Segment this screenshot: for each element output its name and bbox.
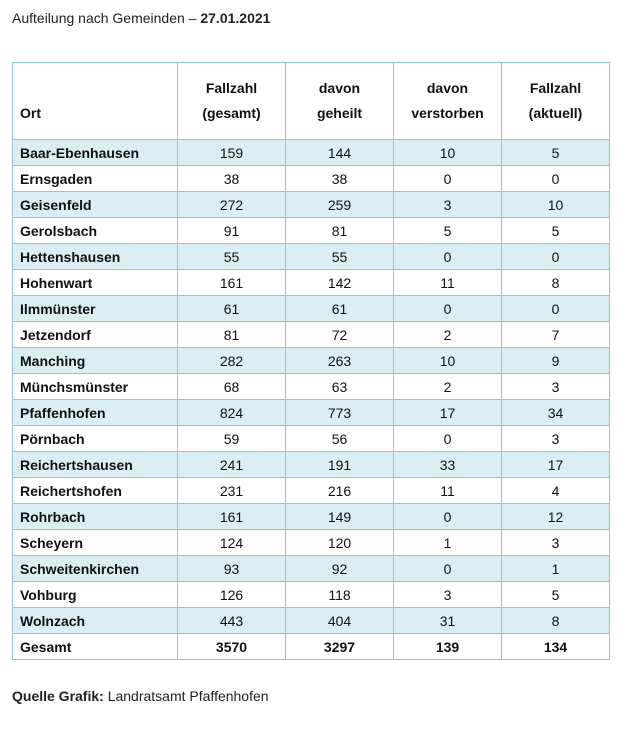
ort-cell: Wolnzach bbox=[13, 608, 178, 634]
ort-cell: Gerolsbach bbox=[13, 218, 178, 244]
verstorben-cell: 31 bbox=[394, 608, 502, 634]
verstorben-cell: 0 bbox=[394, 244, 502, 270]
geheilt-cell: 118 bbox=[286, 582, 394, 608]
geheilt-cell: 259 bbox=[286, 192, 394, 218]
header-fallzahl-gesamt-line2: (gesamt) bbox=[202, 105, 261, 121]
table-header-row bbox=[13, 63, 610, 140]
geheilt-cell: 191 bbox=[286, 452, 394, 478]
table-row bbox=[13, 166, 610, 192]
ort-cell: Manching bbox=[13, 348, 178, 374]
ort-cell: Hohenwart bbox=[13, 270, 178, 296]
total-geheilt-cell: 3297 bbox=[286, 634, 394, 660]
table-row bbox=[13, 322, 610, 348]
verstorben-cell: 17 bbox=[394, 400, 502, 426]
verstorben-cell: 5 bbox=[394, 218, 502, 244]
header-geheilt-line2: geheilt bbox=[316, 105, 363, 121]
ort-cell: Hettenshausen bbox=[13, 244, 178, 270]
geheilt-cell: 404 bbox=[286, 608, 394, 634]
header-ort: Ort bbox=[13, 63, 178, 140]
header-verstorben bbox=[394, 63, 502, 140]
ort-cell: Jetzendorf bbox=[13, 322, 178, 348]
table-row bbox=[13, 530, 610, 556]
table-total-row bbox=[13, 634, 610, 660]
ort-cell: Geisenfeld bbox=[13, 192, 178, 218]
aktuell-cell: 8 bbox=[502, 270, 610, 296]
table-row bbox=[13, 140, 610, 166]
ort-cell: Scheyern bbox=[13, 530, 178, 556]
gesamt-cell: 59 bbox=[178, 426, 286, 452]
total-verstorben-cell: 139 bbox=[394, 634, 502, 660]
gesamt-cell: 68 bbox=[178, 374, 286, 400]
gesamt-cell: 126 bbox=[178, 582, 286, 608]
table-row bbox=[13, 400, 610, 426]
aktuell-cell: 5 bbox=[502, 218, 610, 244]
ort-cell: Rohrbach bbox=[13, 504, 178, 530]
header-geheilt bbox=[286, 63, 394, 140]
ort-cell: Ilmmünster bbox=[13, 296, 178, 322]
aktuell-cell: 12 bbox=[502, 504, 610, 530]
aktuell-cell: 4 bbox=[502, 478, 610, 504]
aktuell-cell: 17 bbox=[502, 452, 610, 478]
gesamt-cell: 159 bbox=[178, 140, 286, 166]
header-fallzahl-gesamt bbox=[178, 63, 286, 140]
header-verstorben-line2: verstorben bbox=[411, 105, 484, 121]
table-row bbox=[13, 452, 610, 478]
gesamt-cell: 161 bbox=[178, 504, 286, 530]
geheilt-cell: 72 bbox=[286, 322, 394, 348]
geheilt-cell: 61 bbox=[286, 296, 394, 322]
verstorben-cell: 33 bbox=[394, 452, 502, 478]
cases-table bbox=[12, 62, 610, 660]
verstorben-cell: 11 bbox=[394, 478, 502, 504]
table-row bbox=[13, 218, 610, 244]
table-row bbox=[13, 426, 610, 452]
aktuell-cell: 10 bbox=[502, 192, 610, 218]
verstorben-cell: 2 bbox=[394, 322, 502, 348]
aktuell-cell: 5 bbox=[502, 140, 610, 166]
ort-cell: Pörnbach bbox=[13, 426, 178, 452]
aktuell-cell: 34 bbox=[502, 400, 610, 426]
gesamt-cell: 81 bbox=[178, 322, 286, 348]
ort-cell: Reichertshausen bbox=[13, 452, 178, 478]
table-row bbox=[13, 608, 610, 634]
total-ort-cell: Gesamt bbox=[13, 634, 178, 660]
table-body bbox=[13, 140, 610, 634]
geheilt-cell: 38 bbox=[286, 166, 394, 192]
table-row bbox=[13, 192, 610, 218]
gesamt-cell: 231 bbox=[178, 478, 286, 504]
verstorben-cell: 2 bbox=[394, 374, 502, 400]
gesamt-cell: 443 bbox=[178, 608, 286, 634]
ort-cell: Vohburg bbox=[13, 582, 178, 608]
ort-cell: Münchsmünster bbox=[13, 374, 178, 400]
table-row bbox=[13, 270, 610, 296]
header-fallzahl-aktuell-line2: (aktuell) bbox=[528, 105, 583, 121]
aktuell-cell: 3 bbox=[502, 374, 610, 400]
gesamt-cell: 91 bbox=[178, 218, 286, 244]
header-fallzahl-aktuell-line1: Fallzahl bbox=[529, 80, 582, 96]
gesamt-cell: 824 bbox=[178, 400, 286, 426]
verstorben-cell: 0 bbox=[394, 166, 502, 192]
table-row bbox=[13, 374, 610, 400]
verstorben-cell: 11 bbox=[394, 270, 502, 296]
gesamt-cell: 161 bbox=[178, 270, 286, 296]
verstorben-cell: 0 bbox=[394, 426, 502, 452]
table-row bbox=[13, 582, 610, 608]
gesamt-cell: 55 bbox=[178, 244, 286, 270]
verstorben-cell: 3 bbox=[394, 582, 502, 608]
aktuell-cell: 8 bbox=[502, 608, 610, 634]
verstorben-cell: 3 bbox=[394, 192, 502, 218]
table-row bbox=[13, 296, 610, 322]
aktuell-cell: 9 bbox=[502, 348, 610, 374]
aktuell-cell: 0 bbox=[502, 166, 610, 192]
verstorben-cell: 0 bbox=[394, 504, 502, 530]
geheilt-cell: 81 bbox=[286, 218, 394, 244]
geheilt-cell: 56 bbox=[286, 426, 394, 452]
verstorben-cell: 0 bbox=[394, 556, 502, 582]
header-fallzahl-aktuell bbox=[502, 63, 610, 140]
aktuell-cell: 5 bbox=[502, 582, 610, 608]
gesamt-cell: 282 bbox=[178, 348, 286, 374]
geheilt-cell: 216 bbox=[286, 478, 394, 504]
ort-cell: Pfaffenhofen bbox=[13, 400, 178, 426]
source-label: Quelle Grafik: bbox=[12, 688, 104, 704]
geheilt-cell: 773 bbox=[286, 400, 394, 426]
verstorben-cell: 10 bbox=[394, 348, 502, 374]
table-row bbox=[13, 556, 610, 582]
header-geheilt-line1: davon bbox=[318, 80, 361, 96]
table-row bbox=[13, 244, 610, 270]
aktuell-cell: 0 bbox=[502, 296, 610, 322]
gesamt-cell: 61 bbox=[178, 296, 286, 322]
ort-cell: Ernsgaden bbox=[13, 166, 178, 192]
ort-cell: Baar-Ebenhausen bbox=[13, 140, 178, 166]
aktuell-cell: 0 bbox=[502, 244, 610, 270]
geheilt-cell: 149 bbox=[286, 504, 394, 530]
gesamt-cell: 241 bbox=[178, 452, 286, 478]
gesamt-cell: 124 bbox=[178, 530, 286, 556]
verstorben-cell: 1 bbox=[394, 530, 502, 556]
heading-date: 27.01.2021 bbox=[200, 10, 271, 26]
geheilt-cell: 144 bbox=[286, 140, 394, 166]
ort-cell: Schweitenkirchen bbox=[13, 556, 178, 582]
heading-text: Aufteilung nach Gemeinden – bbox=[12, 10, 201, 26]
aktuell-cell: 7 bbox=[502, 322, 610, 348]
aktuell-cell: 1 bbox=[502, 556, 610, 582]
aktuell-cell: 3 bbox=[502, 530, 610, 556]
verstorben-cell: 0 bbox=[394, 296, 502, 322]
header-verstorben-line1: davon bbox=[426, 80, 469, 96]
geheilt-cell: 142 bbox=[286, 270, 394, 296]
source-value: Landratsamt Pfaffenhofen bbox=[103, 688, 269, 704]
header-fallzahl-gesamt-line1: Fallzahl bbox=[205, 80, 258, 96]
gesamt-cell: 93 bbox=[178, 556, 286, 582]
table-row bbox=[13, 504, 610, 530]
geheilt-cell: 63 bbox=[286, 374, 394, 400]
geheilt-cell: 92 bbox=[286, 556, 394, 582]
total-gesamt-cell: 3570 bbox=[178, 634, 286, 660]
geheilt-cell: 263 bbox=[286, 348, 394, 374]
gesamt-cell: 272 bbox=[178, 192, 286, 218]
total-aktuell-cell: 134 bbox=[502, 634, 610, 660]
source-note bbox=[12, 688, 269, 704]
table-row bbox=[13, 478, 610, 504]
ort-cell: Reichertshofen bbox=[13, 478, 178, 504]
verstorben-cell: 10 bbox=[394, 140, 502, 166]
table-row bbox=[13, 348, 610, 374]
gesamt-cell: 38 bbox=[178, 166, 286, 192]
page-heading bbox=[12, 10, 270, 26]
geheilt-cell: 55 bbox=[286, 244, 394, 270]
aktuell-cell: 3 bbox=[502, 426, 610, 452]
geheilt-cell: 120 bbox=[286, 530, 394, 556]
